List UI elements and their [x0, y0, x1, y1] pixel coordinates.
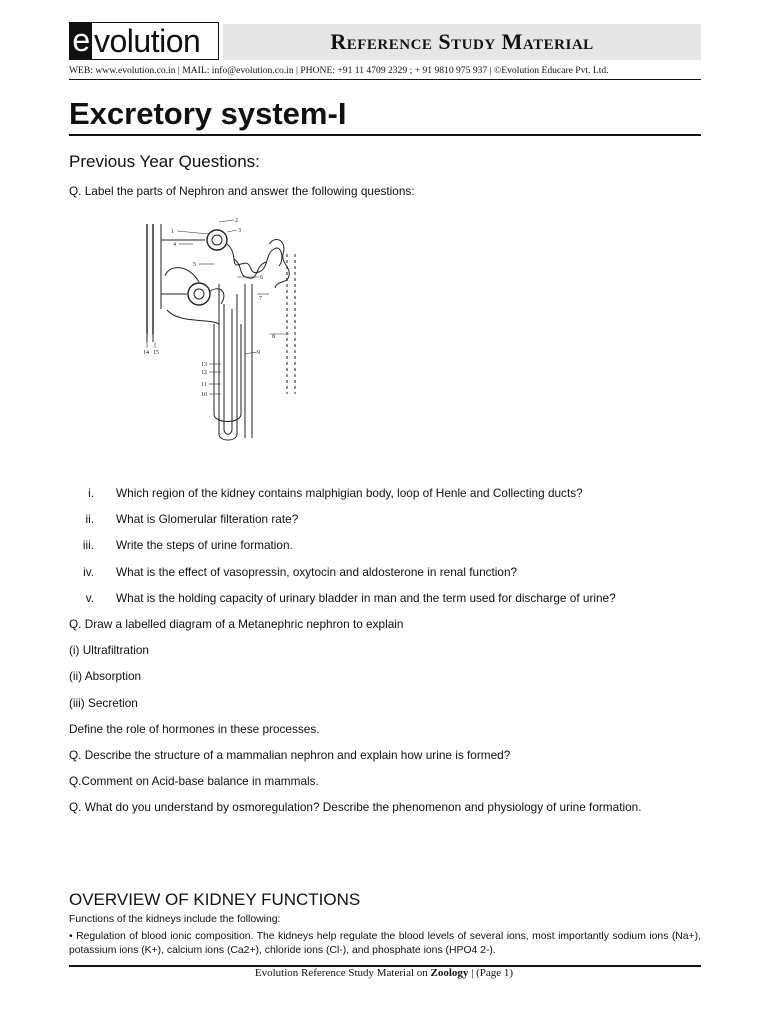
intro-question: Q. Label the parts of Nephron and answer the following questions: [69, 184, 415, 198]
banner-title: Reference Study Material [330, 29, 594, 54]
question-paragraph: Q. What do you understand by osmoregulation? Describe the phenomenon and physiology of urine formation. [69, 800, 642, 814]
diagram-label: 13 [201, 362, 207, 368]
header-divider [69, 79, 701, 80]
footer-subject: Zoology [430, 967, 469, 979]
page-title: Excretory system-I [69, 96, 347, 131]
section-subtitle: Previous Year Questions: [69, 152, 260, 171]
list-item [69, 591, 701, 605]
list-item [69, 512, 701, 526]
diagram-label: 10 [201, 392, 207, 398]
diagram-label: 4 [173, 242, 176, 248]
diagram-label: 9 [257, 350, 260, 356]
question-paragraph: Define the role of hormones in these processes. [69, 722, 320, 736]
logo-letter: e [70, 23, 92, 59]
list-item [69, 486, 701, 500]
list-number: iii. [82, 538, 94, 552]
overview-bullet: • Regulation of blood ionic composition. The kidneys help regulate the blood levels of several ions, most importantly sodium ions (Na+), potassium ions (K+), calcium ions (Ca2+), chloride ions (Cl-), and phosphate ions (HPO4 2-). [69, 931, 701, 956]
diagram-label: 1 [171, 229, 174, 235]
diagram-label: 14 [143, 350, 149, 356]
list-number: iv. [83, 565, 94, 579]
list-text: Which region of the kidney contains malphigian body, loop of Henle and Collecting ducts? [116, 486, 583, 500]
question-paragraph: (i) Ultrafiltration [69, 643, 149, 657]
diagram-label: 5 [193, 262, 196, 268]
diagram-label: 6 [260, 275, 263, 281]
list-number: ii. [85, 512, 94, 526]
section-heading: OVERVIEW OF KIDNEY FUNCTIONS [69, 890, 361, 909]
logo-text: volution [94, 23, 201, 59]
diagram-label: 11 [201, 382, 207, 388]
list-text: What is the effect of vasopressin, oxytocin and aldosterone in renal function? [116, 565, 518, 579]
list-text: Write the steps of urine formation. [116, 538, 293, 552]
diagram-label: 2 [235, 218, 238, 224]
overview-intro: Functions of the kidneys include the following: [69, 914, 281, 925]
question-paragraph: (iii) Secretion [69, 696, 138, 710]
footer-page: | (Page 1) [468, 967, 514, 979]
contact-line: WEB: www.evolution.co.in | MAIL: info@evolution.co.in | PHONE: +91 11 4709 2329 ; + 91 9810 975 937 | ©Evolution Educare Pvt. Ltd. [69, 65, 609, 76]
diagram-label: 15 [153, 350, 159, 356]
list-text: What is the holding capacity of urinary bladder in man and the term used for discharge of urine? [116, 591, 616, 605]
diagram-label: 8 [272, 334, 275, 340]
title-underline [69, 134, 701, 136]
list-item [69, 565, 701, 579]
footer-prefix: Evolution Reference Study Material on [254, 967, 431, 979]
diagram-label: 3 [238, 228, 241, 234]
question-paragraph: Q. Describe the structure of a mammalian nephron and explain how urine is formed? [69, 748, 511, 762]
page-footer [0, 967, 768, 979]
page-header [69, 22, 701, 62]
diagram-label: 7 [259, 296, 262, 302]
nephron-diagram [69, 214, 331, 446]
list-number: i. [88, 486, 94, 500]
list-number: v. [85, 591, 94, 605]
diagram-label: 12 [201, 370, 207, 376]
list-item [69, 538, 701, 552]
question-paragraph: Q.Comment on Acid-base balance in mammals. [69, 774, 319, 788]
question-paragraph: Q. Draw a labelled diagram of a Metanephric nephron to explain [69, 617, 404, 631]
header-banner [223, 24, 701, 60]
list-text: What is Glomerular filteration rate? [116, 512, 299, 526]
question-paragraph: (ii) Absorption [69, 669, 142, 683]
evolution-logo [69, 22, 219, 60]
